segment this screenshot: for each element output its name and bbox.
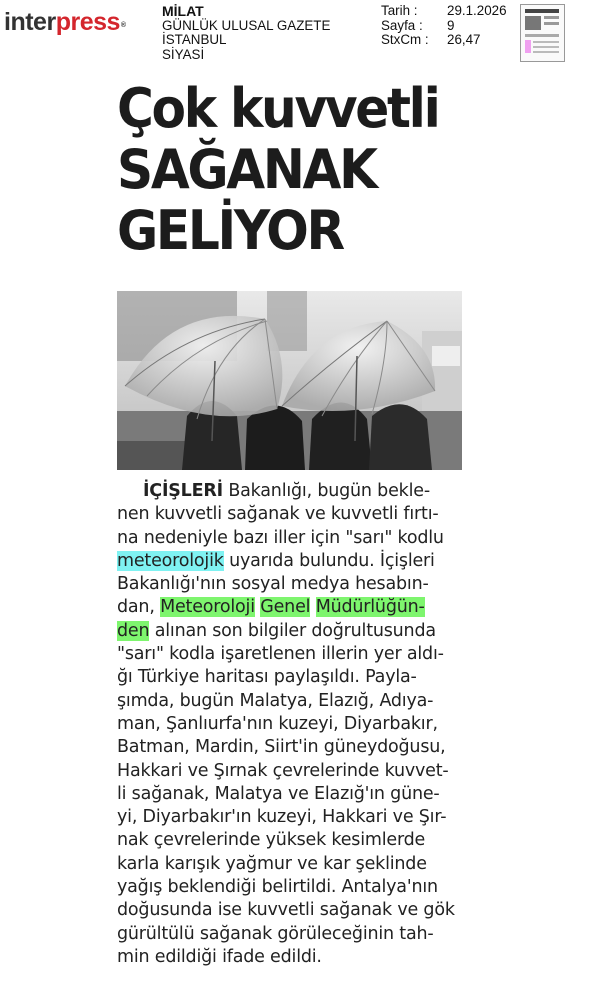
body-line: min edildiği ifade edildi. xyxy=(117,946,322,967)
page-row xyxy=(381,19,507,34)
article-body xyxy=(117,480,465,969)
stxcm-label: StxCm : xyxy=(381,32,429,47)
body-line: şımda, bugün Malatya, Elazığ, Adıya- xyxy=(117,690,434,711)
body-line: yi, Diyarbakır'ın kuzeyi, Hakkari ve Şır- xyxy=(117,807,447,828)
date-row xyxy=(381,4,507,19)
highlighted-term: Genel xyxy=(260,597,311,618)
highlighted-term: meteorolojik xyxy=(117,550,224,571)
body-line: karla karışık yağmur ve kar şeklinde xyxy=(117,853,427,874)
body-line: na nedeniyle bazı iller için "sarı" kodlu xyxy=(117,527,444,548)
highlighted-term: den xyxy=(117,620,150,641)
body-line: li sağanak, Malatya ve Elazığ'ın güne- xyxy=(117,783,440,804)
date-value: 29.1.2026 xyxy=(447,3,507,18)
body-line xyxy=(117,596,465,619)
stxcm-value: 26,47 xyxy=(447,32,481,47)
publication-info xyxy=(162,4,330,62)
body-line: nen kuvvetli sağanak ve kuvvetli fırtı- xyxy=(117,504,439,525)
page-value: 9 xyxy=(447,17,455,33)
publication-name: MİLAT xyxy=(162,3,204,19)
body-line: Bakanlığı'nın sosyal medya hesabın- xyxy=(117,574,429,595)
body-line: "sarı" kodla işaretlenen illerin yer aldı- xyxy=(117,644,444,665)
body-text: Bakanlığı, bugün bekle- xyxy=(222,481,430,501)
body-line: nak çevrelerinde yüksek kesimlerde xyxy=(117,830,426,851)
lead-word: İÇİŞLERİ xyxy=(143,481,223,501)
body-line xyxy=(117,480,465,503)
body-line xyxy=(117,550,465,573)
body-text: alınan son bilgiler doğrultusunda xyxy=(149,620,436,641)
date-label: Tarih : xyxy=(381,3,418,18)
publication-category: SİYASİ xyxy=(162,46,205,62)
logo-text-accent: press xyxy=(55,8,120,36)
body-line: gürültülü sağanak görüleceğinin tah- xyxy=(117,923,434,944)
page-thumbnail[interactable] xyxy=(520,4,565,62)
body-line: ğı Türkiye haritası paylaşıldı. Payla- xyxy=(117,667,417,688)
publication-city: İSTANBUL xyxy=(162,32,227,47)
clip-meta xyxy=(381,4,507,48)
body-text: dan, xyxy=(117,597,161,618)
body-line: Batman, Mardin, Siirt'in güneydoğusu, xyxy=(117,737,446,758)
page-label: Sayfa : xyxy=(381,17,423,33)
headline-line: Çok kuvvetli xyxy=(117,77,439,140)
body-line: man, Şanlıurfa'nın kuzeyi, Diyarbakır, xyxy=(117,713,438,734)
interpress-logo xyxy=(4,7,126,37)
umbrellas-photo xyxy=(117,291,462,470)
highlighted-term: Meteoroloji xyxy=(160,597,255,618)
article-headline xyxy=(117,78,452,261)
headline-line: SAĞANAK xyxy=(117,138,376,201)
body-text: uyarıda bulundu. İçişleri xyxy=(223,550,435,571)
stxcm-row xyxy=(381,33,507,48)
highlighted-term: Müdürlüğün- xyxy=(315,597,425,618)
body-line: Hakkari ve Şırnak çevrelerinde kuvvet- xyxy=(117,760,449,781)
body-line: doğusunda ise kuvvetli sağanak ve gök xyxy=(117,900,455,921)
body-line: yağış beklendiği belirtildi. Antalya'nın xyxy=(117,877,438,898)
headline-line: GELİYOR xyxy=(117,199,343,262)
logo-registered-mark: ® xyxy=(120,22,126,29)
publication-type: GÜNLÜK ULUSAL GAZETE xyxy=(162,17,331,33)
body-line xyxy=(117,620,465,643)
logo-text-main: inter xyxy=(4,8,56,36)
